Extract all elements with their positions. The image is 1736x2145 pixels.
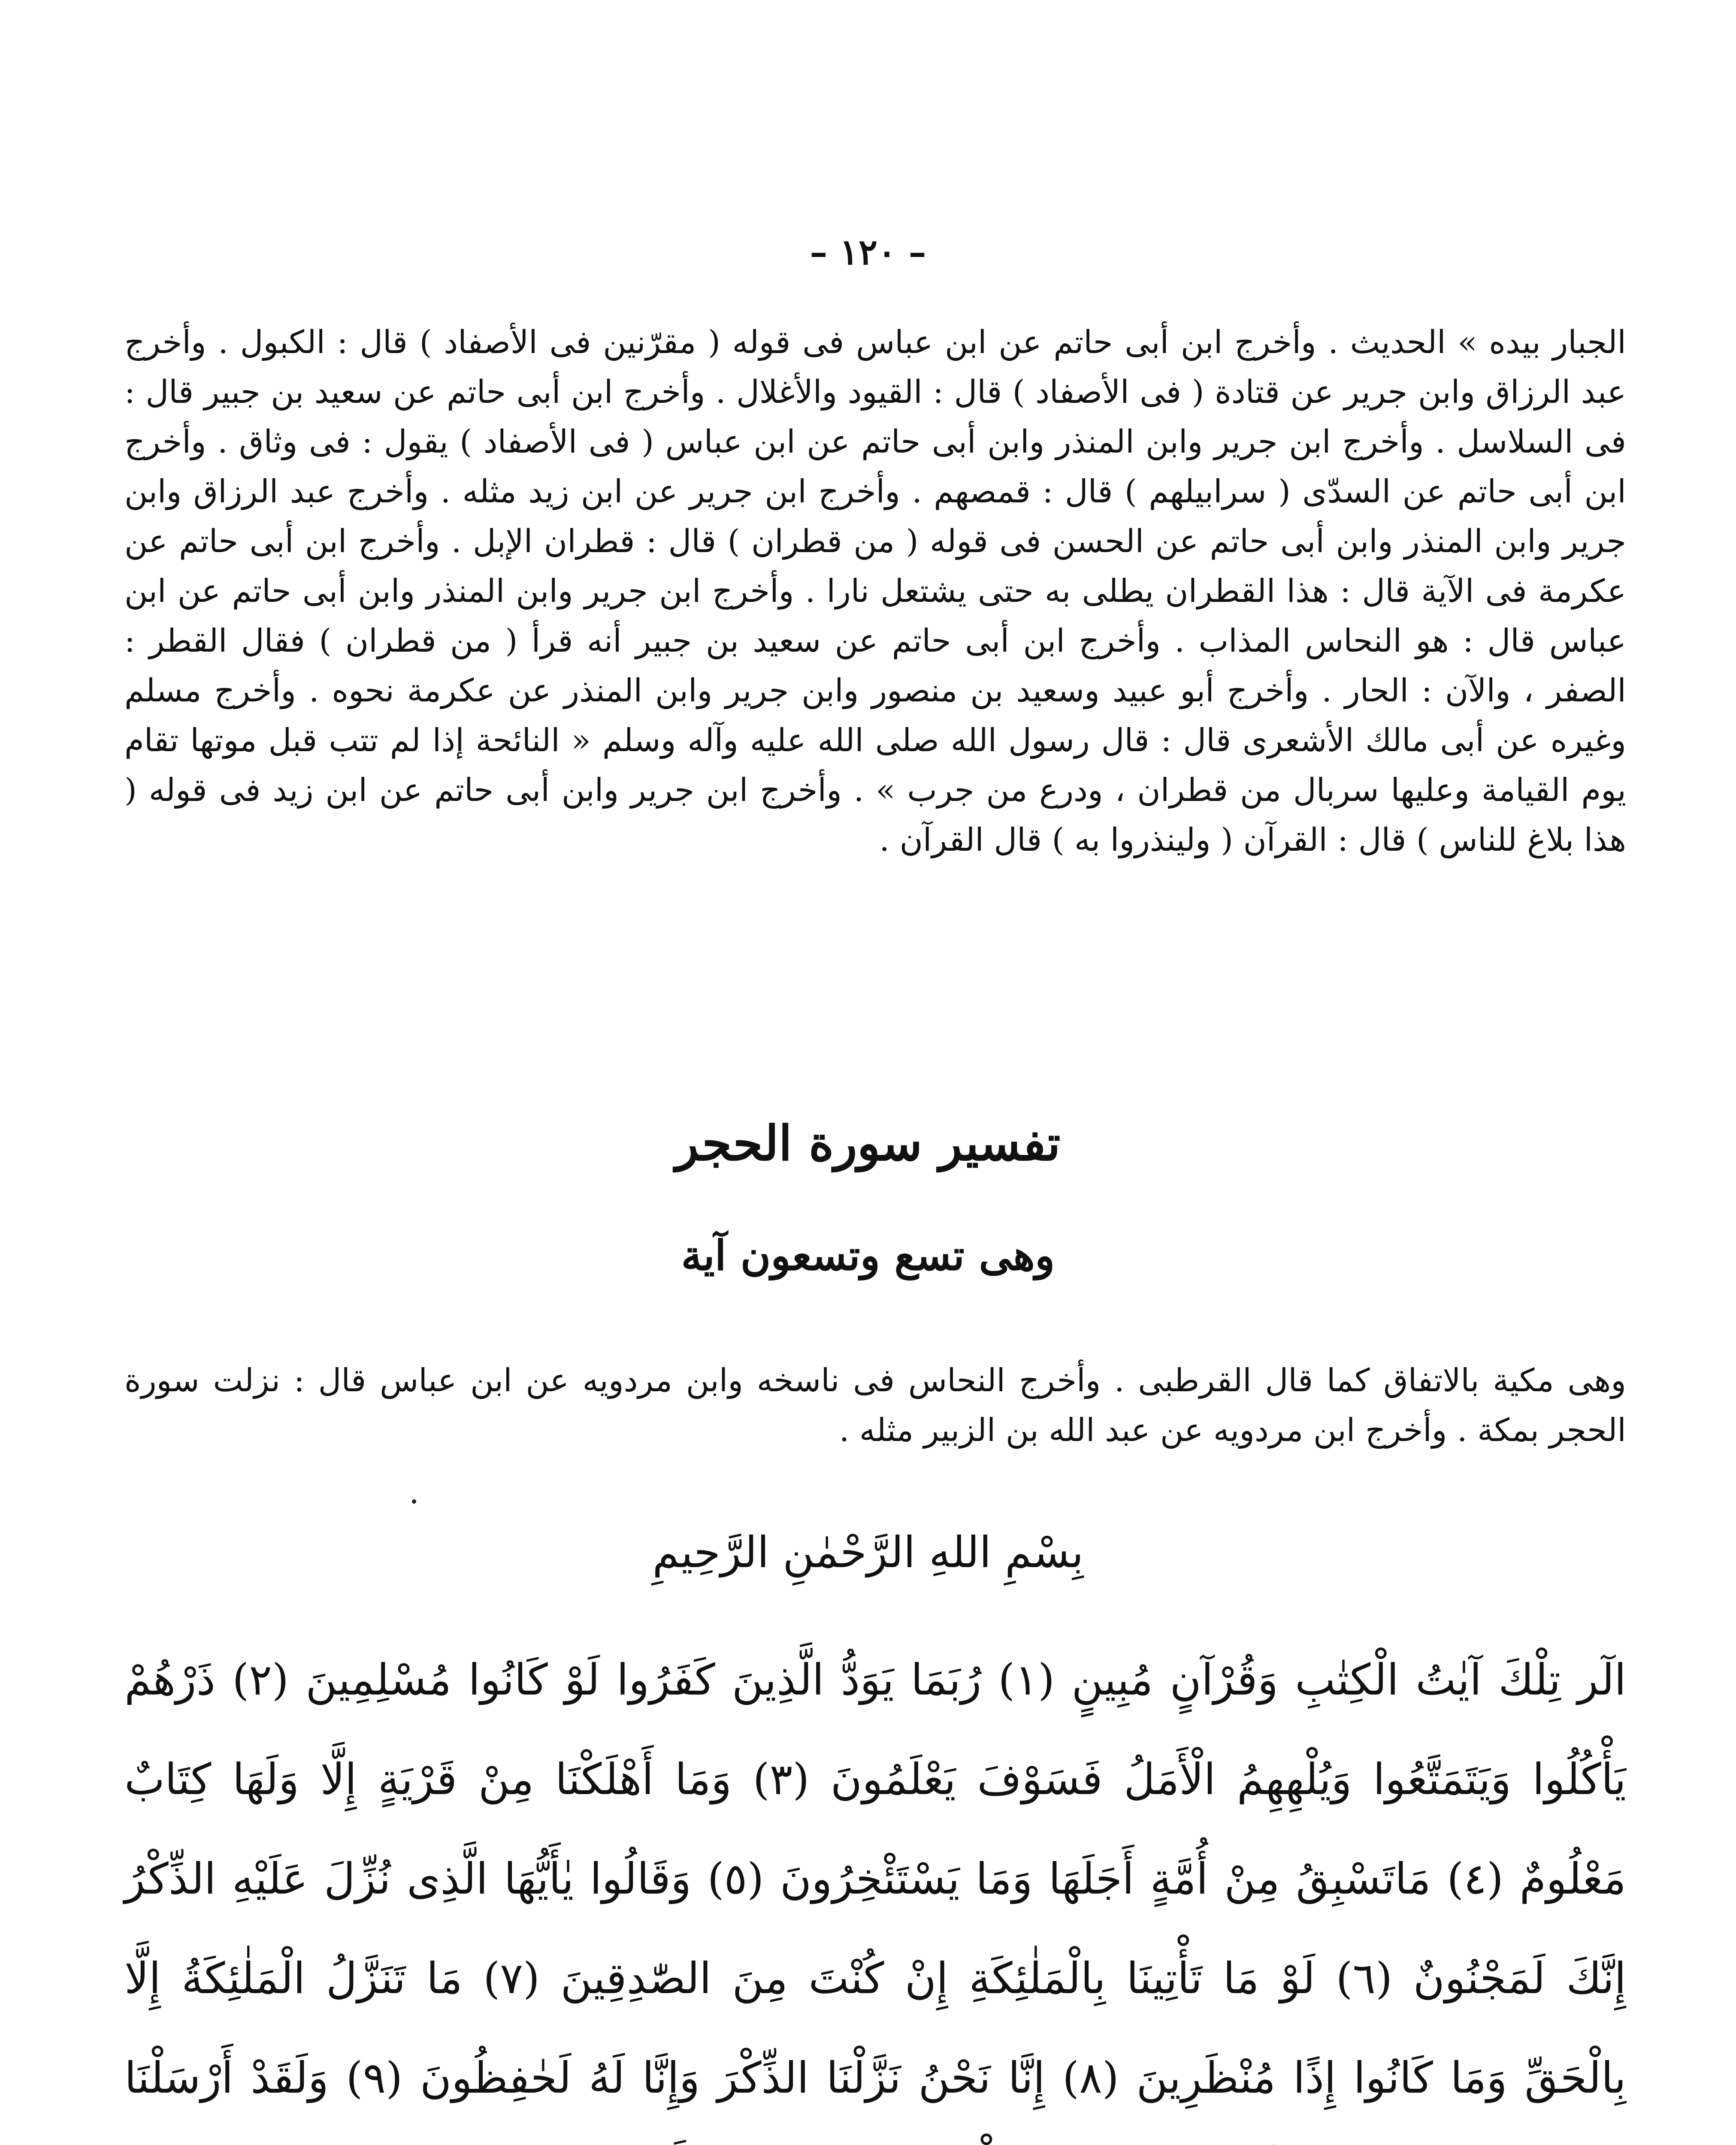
surah-intro-text: وهى مكية بالاتفاق كما قال القرطبى . وأخرج النحاس فى ناسخه وابن مردويه عن ابن عباس قال : نزلت سورة الحجر بمكة . وأخرج ابن مردويه عن عبد الله بن الزبير مثله .: [124, 1362, 1626, 1449]
commentary-paragraph: [124, 317, 1626, 865]
surah-intro-paragraph: [124, 1356, 1626, 1455]
surah-title: تفسير سورة الحجر: [675, 1115, 1061, 1172]
quran-verses-text: الٓر تِلْكَ آيٰتُ الْكِتٰبِ وَقُرْآنٍ مُبِينٍ (١) رُبَمَا يَوَدُّ الَّذِينَ كَفَرُوا لَوْ كَانُوا مُسْلِمِينَ (٢) ذَرْهُمْ يَأْكُلُوا وَيَتَمَتَّعُوا وَيُلْهِهِمُ الْأَمَلُ فَسَوْفَ يَعْلَمُونَ (٣) وَمَا أَهْلَكْنَا مِنْ قَرْيَةٍ إِلَّا وَلَهَا كِتَابٌ مَعْلُومٌ (٤) مَاتَسْبِقُ مِنْ أُمَّةٍ أَجَلَهَا وَمَا يَسْتَئْخِرُونَ (٥) وَقَالُوا يٰأَيُّهَا الَّذِى نُزِّلَ عَلَيْهِ الذِّكْرُ إِنَّكَ لَمَجْنُونٌ (٦) لَوْ مَا تَأْتِينَا بِالْمَلٰئِكَةِ إِنْ كُنْتَ مِنَ الصّٰدِقِينَ (٧) مَا تَنَزَّلُ الْمَلٰئِكَةُ إِلَّا بِالْحَقِّ وَمَا كَانُوا إِذًا مُنْظَرِينَ (٨) إِنَّا نَحْنُ نَزَّلْنَا الذِّكْرَ وَإِنَّا لَهُ لَحٰفِظُونَ (٩) وَلَقَدْ أَرْسَلْنَا: [124, 1655, 1626, 2103]
print-speck: [412, 1499, 416, 1504]
surah-subtitle: وهى تسع وتسعون آية: [681, 1231, 1055, 1280]
quran-verses: [124, 1630, 1626, 2145]
basmala: بِسْمِ اللهِ الرَّحْمٰنِ الرَّحِيمِ: [652, 1527, 1084, 1577]
commentary-text: الجبار بيده » الحديث . وأخرج ابن أبى حاتم عن ابن عباس فى قوله ( مقرّنين فى الأصفاد ) قال : الكبول . وأخرج عبد الرزاق وابن جرير عن قتادة ( فى الأصفاد ) قال : القيود والأغلال . وأخرج ابن أبى حاتم عن سعيد بن جبير قال : فى السلاسل . وأخرج ابن جرير وابن المنذر وابن أبى حاتم عن ابن عباس ( فى الأصفاد ) يقول : فى وثاق . وأخرج ابن أبى حاتم عن السدّى ( سرابيلهم ) قال : قمصهم . وأخرج ابن جرير عن ابن زيد مثله . وأخرج عبد الرزاق وابن جرير وابن المنذر وابن أبى حاتم عن الحسن فى قوله ( من قطران ) قال : قطران الإبل . وأخرج ابن أبى حاتم عن عكرمة فى الآية قال : هذا القطران يطلى به حتى يشتعل نارا . وأخرج ابن جرير وابن المنذر وابن أبى حاتم عن ابن عباس قال : هو النحاس المذاب . وأخرج ابن أبى حاتم عن سعيد بن جبير أنه قرأ ( من قطران ) فقال القطر : الصفر ، والآن : الحار . وأخرج أبو عبيد وسعيد بن منصور وابن جرير وابن المنذر عن عكرمة نحوه . وأخرج مسلم وغيره عن أبى مالك الأشعرى قال : قال رسول الله صلى الله عليه وآله وسلم « النائحة إذا لم تتب قبل موتها تقام يوم القيامة وعليها سربال من قطران ، ودرع من جرب » . وأخرج ابن جرير وابن أبى حاتم عن ابن زيد فى قوله ( هذا بلاغ للناس ) قال : القرآن ( ولينذروا به ) قال القرآن .: [124, 324, 1626, 858]
page-number: – ١٢٠ –: [810, 232, 926, 273]
